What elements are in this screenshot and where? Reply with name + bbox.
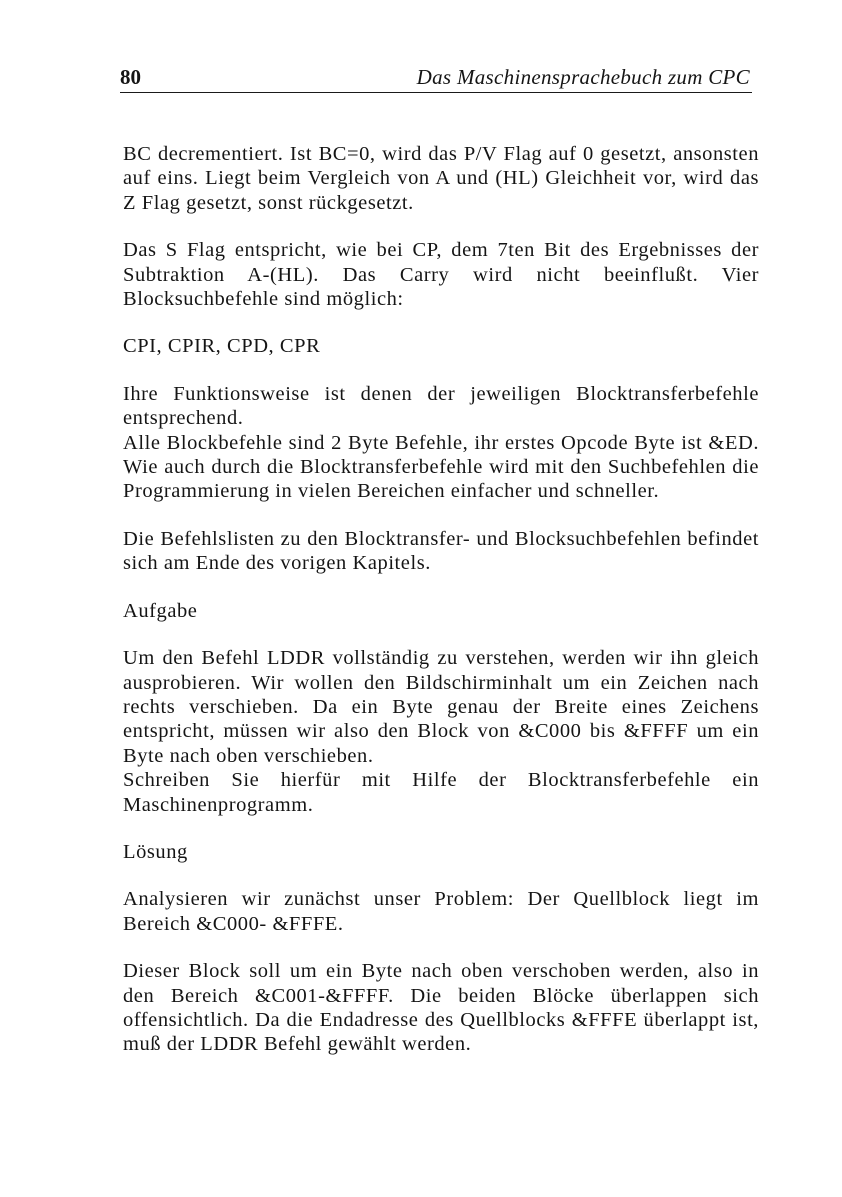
page-header (120, 64, 752, 93)
page-body (123, 142, 759, 1080)
running-title: Das Maschinensprachebuch zum CPC (416, 65, 750, 89)
paragraph-block-search-commands: CPI, CPIR, CPD, CPR (123, 335, 321, 358)
paragraph-function: Ihre Funktionsweise ist denen der jeweiligen Blocktransferbefehle entsprechend. (123, 382, 759, 430)
paragraph-solution-analysis: Analysieren wir zunächst unser Problem: Der Quellblock liegt im Bereich &C000- &FFFE. (123, 888, 759, 935)
paragraph-solution-conclusion: Dieser Block soll um ein Byte nach oben verschoben werden, also in den Bereich &C001-&FFFF. Die beiden Blöcke überlappen sich offensichtlich. Da die Endadresse des Quellblocks &FFFE überlappt ist, muß der LDDR Befehl gewählt werden. (123, 960, 759, 1056)
heading-task: Aufgabe (123, 599, 198, 622)
paragraph-command-lists: Die Befehlslisten zu den Blocktransfer- und Blocksuchbefehlen befindet sich am Ende des vorigen Kapitels. (123, 527, 759, 575)
paragraph-task-description: Um den Befehl LDDR vollständig zu verstehen, werden wir ihn gleich ausprobieren. Wir wollen den Bildschirminhalt um ein Zeichen nach rechts verschieben. Da ein Byte genau der Breite eines Zeichens entspricht, müssen wir also den Block von &C000 bis &FFFF um ein Byte nach oben verschieben. (123, 647, 759, 767)
paragraph-flag-s-carry: Das S Flag entspricht, wie bei CP, dem 7ten Bit des Ergebnisses der Subtraktion A-(HL). Das Carry wird nicht beeinflußt. Vier Blocksuchbefehle sind möglich: (123, 239, 759, 311)
paragraph-flags-pv-z: BC decrementiert. Ist BC=0, wird das P/V Flag auf 0 gesetzt, ansonsten auf eins. Liegt beim Vergleich von A und (HL) Gleichheit vor, wird das Z Flag gesetzt, sonst rückgesetzt. (123, 143, 759, 214)
heading-solution: Lösung (123, 840, 188, 863)
paragraph-block-commands: Alle Blockbefehle sind 2 Byte Befehle, ihr erstes Opcode Byte ist &ED. Wie auch durch die Blocktransferbefehle wird mit den Suchbefehlen die Programmierung in vielen Bereichen einfacher und schneller. (123, 431, 759, 503)
page-number: 80 (120, 65, 141, 89)
paragraph-task-instruction: Schreiben Sie hierfür mit Hilfe der Blocktransferbefehle ein Maschinenprogramm. (123, 769, 759, 816)
